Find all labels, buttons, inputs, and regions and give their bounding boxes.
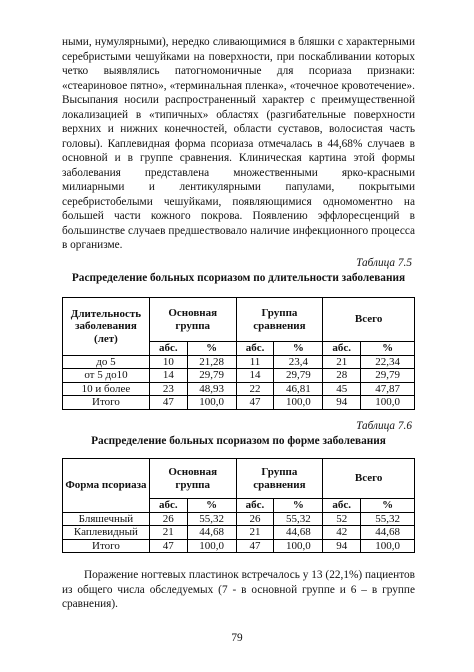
table-row: от 5 до10 14 29,79 14 29,79 28 29,79	[63, 369, 415, 383]
table-2-title: Распределение больных псориазом по форме заболевания	[91, 435, 386, 447]
table-header-cell: Группа сравнения	[236, 459, 323, 499]
table-header-cell: Основная группа	[149, 298, 236, 342]
table-header-cell: Всего	[323, 459, 415, 499]
body-paragraph-2: Поражение ногтевых пластинок встречалось у 13 (22,1%) пациентов из общего числа обследуемых (7 - в основной группе и 6 – в группе сравнения).	[62, 569, 415, 610]
table-header-cell: Основная группа	[149, 459, 236, 499]
table-subheader-cell: %	[361, 499, 415, 513]
table-subheader-cell: абс.	[323, 342, 361, 356]
table-1-caption: Таблица 7.5	[356, 257, 412, 269]
table-subheader-cell: %	[274, 342, 323, 356]
duration-table	[62, 297, 415, 410]
table-header-cell: Всего	[323, 298, 415, 342]
table-subheader-cell: %	[187, 499, 236, 513]
table-subheader-cell: %	[187, 342, 236, 356]
table-row: 10 и более 23 48,93 22 46,81 45 47,87	[63, 382, 415, 396]
table-subheader-cell: %	[274, 499, 323, 513]
table-header-cell: Группа сравнения	[236, 298, 323, 342]
table-row: Каплевидный 21 44,68 21 44,68 42 44,68	[63, 526, 415, 540]
table-row: до 5 10 21,28 11 23,4 21 22,34	[63, 355, 415, 369]
table-row: Итого 47 100,0 47 100,0 94 100,0	[63, 539, 415, 553]
table-header-cell: Длительность заболевания (лет)	[63, 298, 150, 356]
table-subheader-cell: %	[361, 342, 415, 356]
form-table	[62, 458, 415, 553]
table-header-cell: Форма псориаза	[63, 459, 150, 513]
table-subheader-cell: абс.	[149, 342, 187, 356]
table-row: Итого 47 100,0 47 100,0 94 100,0	[63, 396, 415, 410]
table-1-title: Распределение больных псориазом по длительности заболевания	[71, 272, 406, 284]
table-subheader-cell: абс.	[323, 499, 361, 513]
table-subheader-cell: абс.	[149, 499, 187, 513]
table-subheader-cell: абс.	[236, 342, 274, 356]
body-paragraph-1: ными, нумулярными), нередко сливающимися в бляшки с характерными серебристыми чешуйками на поверхности, при поскабливании которых четко выявлялись патогномоничные для псориаза признаки: «стеариновое пятно», «терминальная пленка», «точечное кровотечение». Высыпания носили распространенный характер с преимущественной локализацией в «типичных» областях (разгибательные поверхности верхних и нижних конечностей, области суставов, волосистая часть головы). Каплевидная форма псориаза отмечалась в 44,68% случаев в основной и в группе сравнения. Клиническая картина этой формы заболевания представлена множественными ярко-красными милиарными и лентикулярными папулами, покрытыми серебристобелыми чешуйками, появляющимися одномоментно на большей части кожного покрова. Появлению эффлоресценций в большинстве случаев предшествовало наличие инфекционного процесса в организме.	[62, 36, 415, 251]
table-subheader-cell: абс.	[236, 499, 274, 513]
page-number: 79	[231, 632, 243, 644]
table-row: Бляшечный 26 55,32 26 55,32 52 55,32	[63, 512, 415, 526]
table-2-caption: Таблица 7.6	[356, 420, 412, 432]
